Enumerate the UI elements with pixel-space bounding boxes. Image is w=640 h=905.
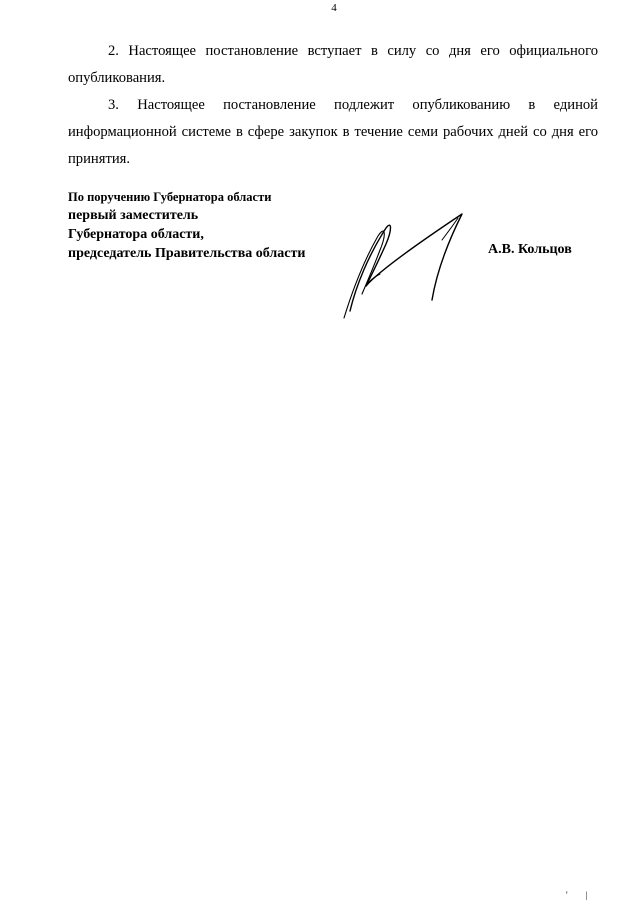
signature-block [68, 188, 305, 263]
footer-scan-marks: ' | [566, 890, 596, 900]
handwritten-signature [336, 206, 476, 324]
signer-name: А.В. Кольцов [488, 242, 572, 257]
page-number: 4 [331, 2, 337, 14]
paragraph-3: 3. Настоящее постановление подлежит опубликованию в единой информационной системе в сфере закупок в течение семи рабочих дней со дня его принятия. [68, 97, 598, 167]
signer-position-line-3: председатель Правительства области [68, 246, 306, 261]
signature-intro: По поручению Губернатора области [68, 190, 272, 204]
signer-position-line-1: первый заместитель [68, 208, 199, 223]
signer-position-line-2: Губернатора области, [68, 227, 204, 242]
paragraph-2: 2. Настоящее постановление вступает в силу со дня его официального опубликования. [68, 43, 598, 86]
